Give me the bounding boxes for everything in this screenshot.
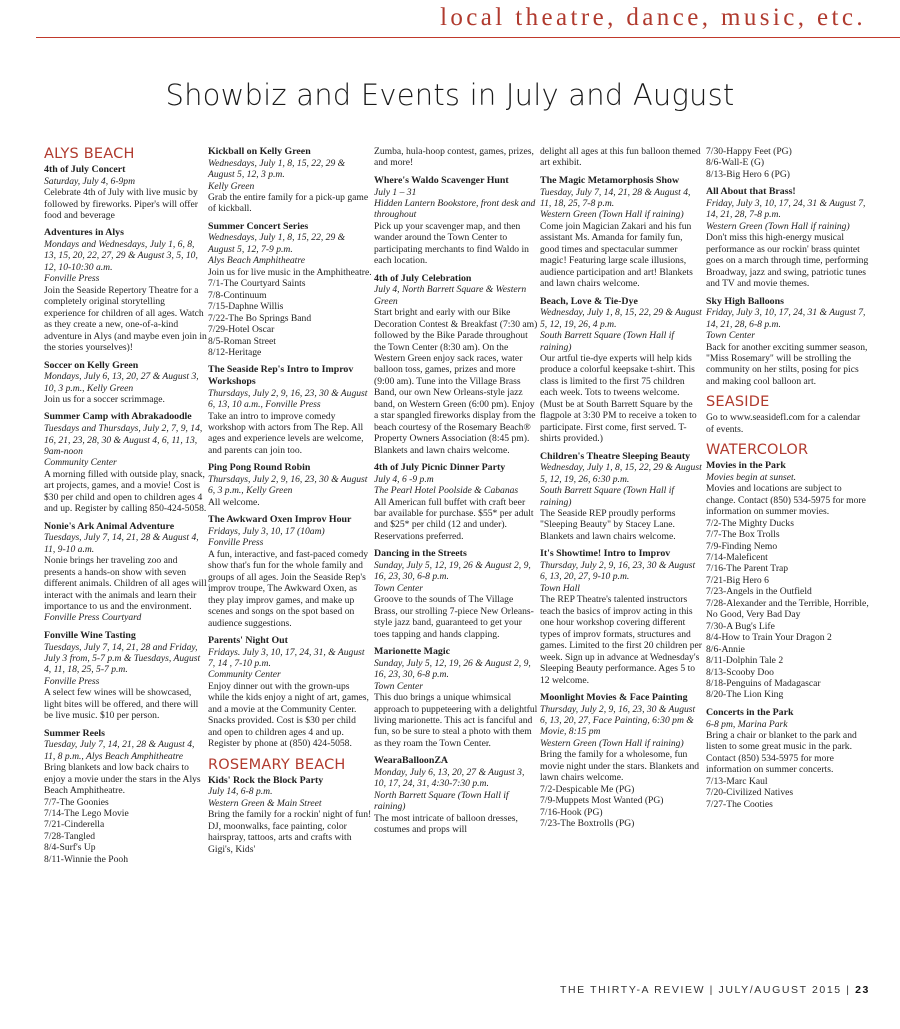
event-listing	[208, 364, 372, 456]
event-title: Adventures in Alys	[44, 227, 124, 239]
event-title: Summer Reels	[44, 727, 105, 739]
schedule-line: 7/30-Happy Feet (PG)	[706, 146, 792, 157]
event-listing	[374, 462, 538, 542]
event-description: Join the Seaside Repertory Theatre for a completely original storytelling experience for children of all ages. Watch as they create a new, one-of-a-kind adventure in Alys (and maybe even join in the stories yourselves)!	[44, 284, 207, 354]
event-title: 4th of July Picnic Dinner Party	[374, 462, 506, 474]
event-venue: The Pearl Hotel Poolside & Cabanas	[374, 485, 519, 497]
event-title: Movies in the Park	[706, 460, 786, 472]
event-venue: Fonville Press	[44, 273, 100, 285]
event-dates: Wednesday, July 1, 8, 15, 22, 29 & August 5, 12, 19, 26, 6:30 p.m.	[540, 462, 702, 485]
event-dates: Tuesdays, July 7, 14, 21, 28 & August 4, 11, 9-10 a.m.	[44, 532, 199, 555]
page-title: Showbiz and Events in July and August	[165, 78, 735, 112]
schedule-line: 7/28-Alexander and the Terrible, Horrible, No Good, Very Bad Day	[706, 597, 869, 621]
event-description: The most intricate of balloon dresses, costumes and props will	[374, 812, 518, 836]
event-title: Children's Theatre Sleeping Beauty	[540, 450, 691, 462]
schedule-line: 7/27-The Cooties	[706, 798, 773, 810]
event-venue: Town Hall	[540, 582, 580, 594]
event-listing	[208, 462, 372, 508]
event-listing	[208, 146, 372, 215]
event-listing	[374, 646, 538, 749]
event-description: Enjoy dinner out with the grown-ups while the kids enjoy a night of art, games, and a movie at the Community Center. Snacks provided. Cost is $30 per child and open to children ages 4 and up. Register by phone at (850) 424-5058.	[208, 680, 369, 750]
event-title: Marionette Magic	[374, 646, 450, 658]
schedule-line: 7/21-Cinderella	[44, 819, 105, 831]
column-5	[706, 146, 870, 816]
event-description: Come join Magician Zakari and his fun assistant Ms. Amanda for family fun, good times and spectacular summer magic! Featuring large scale illusions, audience participation and art! Blankets and lawn chairs welcome.	[540, 220, 693, 290]
event-venue: Community Center	[208, 669, 281, 681]
event-dates: Monday, July 6, 13, 20, 27 & August 3, 10, 17, 24, 31, 4:30-7:30 p.m.	[374, 766, 525, 790]
schedule-line: 7/8-Continuum	[208, 289, 267, 301]
schedule-line: 7/21-Big Hero 6	[706, 574, 769, 586]
event-title: Sky High Balloons	[706, 295, 784, 307]
event-listing	[208, 221, 372, 359]
event-dates: Tuesday, July 7, 14, 21, 28 & August 4, 11, 18, 25, 7-8 p.m.	[540, 186, 691, 209]
event-dates: Sunday, July 5, 12, 19, 26 & August 2, 9, 16, 23, 30, 6-8 p.m.	[374, 559, 531, 583]
event-listing	[44, 630, 208, 722]
schedule-line: 7/23-The Boxtrolls (PG)	[540, 818, 635, 830]
event-listing	[44, 164, 208, 221]
section-heading: ALYS BEACH	[44, 146, 135, 162]
event-title: The Awkward Oxen Improv Hour	[208, 514, 352, 526]
event-title: Where's Waldo Scavenger Hunt	[374, 174, 509, 186]
schedule-line: 7/9-Finding Nemo	[706, 540, 778, 552]
schedule-line: 7/20-Civilized Natives	[706, 787, 794, 799]
event-dates: Saturday, July 4, 6-9pm	[44, 175, 136, 187]
schedule-line: 7/16-Hook (PG)	[540, 806, 603, 818]
event-dates: July 14, 6-8 p.m.	[208, 786, 273, 798]
event-listing	[44, 360, 208, 406]
event-venue: Town Center	[706, 330, 755, 342]
schedule-line: 8/4-How to Train Your Dragon 2	[706, 632, 832, 644]
event-venue: Fonville Press	[44, 675, 100, 687]
event-description: Bring blankets and low back chairs to enjoy a movie under the stars in the Alys Beach Amphitheatre.	[44, 762, 201, 797]
event-description: Join us for a soccer scrimmage.	[44, 394, 165, 406]
event-listing	[208, 635, 372, 750]
event-description: A select few wines will be showcased, light bites will be offered, and there will be live music. $10 per person.	[44, 687, 199, 722]
event-description: This duo brings a unique whimsical approach to puppeteering with a delightful living marionette. This act is fanciful and fun, so be sure to steal a photo with them as they roam the Town Center.	[374, 692, 538, 749]
event-description: Pick up your scavenger map, and then wander around the Town Center to participating merchants to find Waldo in each location.	[374, 220, 529, 267]
event-venue: Kelly Green	[208, 180, 255, 192]
event-description: A morning filled with outside play, snack, art projects, games, and a movie! Cost is $30 per child and open to children ages 4 and up. Register by calling 850-424-5058.	[44, 468, 207, 515]
event-description: Start bright and early with our Bike Decoration Contest & Breakfast (7:30 am) followed by the Bike Parade throughout the Town Center (8:30 am). On the Western Green enjoy sack races, water balloon toss, games, prizes and more (9:00 am). Tune into the Village Brass Band, our own New Orleans-style jazz band, on Western Green (6:00 pm). Enjoy a star spangled fireworks display from the beach courtesy of the Rosemary Beach® Property Owners Association (8:45 pm). Blankets and lawn chairs welcome.	[374, 307, 538, 456]
schedule-line: 8/12-Heritage	[208, 346, 262, 358]
event-description: Bring the family for a rockin' night of fun! DJ, moonwalks, face painting, color hairspray, tattoos, arts and crafts with Gigi's, Kids'	[208, 809, 372, 855]
event-venue: Town Center	[374, 582, 423, 594]
event-dates: Tuesday, July 7, 14, 21, 28 & August 4, 11, 8 p.m., Alys Beach Amphitheatre	[44, 739, 195, 762]
event-listing	[208, 514, 372, 629]
event-listing	[540, 175, 704, 290]
event-description: delight all ages at this fun balloon themed art exhibit.	[540, 146, 701, 169]
schedule-line: 8/4-Surf's Up	[44, 842, 96, 854]
event-title: Dancing in the Streets	[374, 548, 467, 560]
event-description: Take an intro to improve comedy workshop with actors from The Rep. All ages and experience levels are welcome, and parents can join too.	[208, 410, 364, 456]
schedule-line: 8/11-Winnie the Pooh	[44, 853, 128, 865]
event-listing	[706, 186, 870, 289]
event-listing	[706, 296, 870, 388]
event-listing	[374, 755, 538, 835]
event-venue: North Barrett Square (Town Hall if raining)	[374, 789, 509, 813]
section-heading: WATERCOLOR	[706, 442, 809, 459]
event-title: Nonie's Ark Animal Adventure	[44, 520, 175, 532]
event-listing	[44, 227, 208, 353]
event-dates: Tuesdays, July 7, 14, 21, 28 and Friday, July 3 from, 5-7 p.m & Tuesdays, August 4, 11, 18, 25, 5-7 p.m.	[44, 641, 201, 676]
event-venue: Community Center	[44, 457, 117, 469]
schedule-line: 8/13-Scooby Doo	[706, 666, 774, 678]
event-title: Concerts in the Park	[706, 706, 794, 718]
event-dates: Friday, July 3, 10, 17, 24, 31 & August 7, 14, 21, 28, 7-8 p.m.	[706, 197, 866, 221]
event-description: Join us for live music in the Amphitheatre.	[208, 266, 372, 278]
event-title: Fonville Wine Tasting	[44, 629, 136, 641]
schedule-line: 7/30-A Bug's Life	[706, 620, 775, 632]
event-venue: Fonville Press Courtyard	[44, 612, 142, 624]
event-dates: Mondays and Wednesdays, July 1, 6, 8, 13, 15, 20, 22, 27, 29 & August 3, 5, 10, 12, 10-10:30 a.m.	[44, 239, 198, 273]
event-dates: 6-8 pm, Marina Park	[706, 718, 788, 730]
event-description: Movies and locations are subject to change. Contact (850) 534-5975 for more information on summer movies.	[706, 483, 866, 518]
event-dates: Mondays, July 6, 13, 20, 27 & August 3, 10, 3 p.m., Kelly Green	[44, 371, 199, 394]
header-rule	[36, 37, 900, 38]
event-listing	[706, 146, 870, 180]
event-listing	[208, 775, 372, 855]
column-2	[208, 146, 372, 861]
event-venue: Alys Beach Amphitheatre	[208, 255, 305, 267]
event-title: All About that Brass!	[706, 186, 796, 198]
event-venue: Fonville Press	[208, 537, 264, 549]
event-listing	[44, 521, 208, 624]
event-description: A fun, interactive, and fast-paced comedy show that's fun for the whole family and groups of all ages. Join the Seaside Rep's improv troupe, The Awkward Oxen, as they play improv games, and make up scenes and songs on the spot based on audience suggestions.	[208, 548, 369, 629]
event-dates: Fridays, July 3, 10, 17 (10am)	[208, 525, 325, 537]
event-description: Don't miss this high-energy musical performance as our rockin' brass quintet goes on a march through time, performing Broadway, jazz and swing, patriotic tunes and TV and movie themes.	[706, 232, 869, 290]
event-listing	[540, 451, 704, 543]
schedule-line: 7/22-The Bo Springs Band	[208, 312, 312, 324]
event-listing	[540, 146, 704, 169]
event-venue: Hidden Lantern Bookstore, front desk and throughout	[374, 197, 536, 221]
schedule-line: 7/2-The Mighty Ducks	[706, 517, 794, 529]
event-listing	[540, 548, 704, 686]
event-description: The Seaside REP proudly performs "Sleeping Beauty" by Stacey Lane. Blankets and lawn chairs welcome.	[540, 508, 676, 542]
event-listing	[706, 460, 870, 701]
event-title: Ping Pong Round Robin	[208, 462, 311, 474]
event-listing	[540, 296, 704, 445]
schedule-line: 8/13-Big Hero 6 (PG)	[706, 168, 790, 180]
event-dates: Fridays. July 3, 10, 17, 24, 31, & August 7, 14 , 7-10 p.m.	[208, 646, 365, 670]
event-description: Bring the family for a wholesome, fun movie night under the stars. Blankets and lawn chairs welcome.	[540, 749, 700, 784]
event-title: Summer Concert Series	[208, 220, 309, 232]
event-title: 4th of July Celebration	[374, 272, 472, 284]
event-dates: Thursday, July 2, 9, 16, 23, 30 & August 6, 13, 20, 27, 9-10 p.m.	[540, 559, 696, 583]
event-dates: Wednesdays, July 1, 8, 15, 22, 29 & August 5, 12, 7-9 p.m.	[208, 232, 346, 255]
event-listing	[374, 548, 538, 640]
schedule-line: 7/2-Despicable Me (PG)	[540, 783, 635, 795]
event-venue: Western Green (Town Hall if raining)	[540, 737, 684, 749]
event-dates: Wednesdays, July 1, 8, 15, 22, 29 & August 5, 12, 3 p.m.	[208, 157, 346, 181]
event-dates: Sunday, July 5, 12, 19, 26 & August 2, 9, 16, 23, 30, 6-8 p.m.	[374, 657, 531, 681]
publication-line: THE THIRTY-A REVIEW | JULY/AUGUST 2015 |	[559, 984, 851, 996]
event-dates: Thursdays, July 2, 9, 16, 23, 30 & August 6, 3 p.m., Kelly Green	[208, 473, 368, 497]
event-description: Grab the entire family for a pick-up game of kickball.	[208, 191, 369, 215]
event-description: Celebrate 4th of July with live music by followed by fireworks. Piper's will offer food and beverage	[44, 187, 198, 221]
event-title: Kids' Rock the Block Party	[208, 774, 324, 786]
event-listing	[374, 175, 538, 267]
schedule-line: 7/23-Angels in the Outfield	[706, 586, 812, 598]
event-description: All American full buffet with craft beer bar available for purchase. $55* per adult and $25* per child (12 and under). Reservations preferred.	[374, 496, 534, 542]
schedule-line: 7/7-The Box Trolls	[706, 529, 780, 541]
event-title: Parents' Night Out	[208, 634, 288, 646]
event-title: Kickball on Kelly Green	[208, 146, 311, 157]
column-4	[540, 146, 704, 836]
event-listing	[44, 411, 208, 514]
event-title: Soccer on Kelly Green	[44, 359, 139, 371]
schedule-line: 7/14-Maleficent	[706, 552, 768, 564]
schedule-line: 7/1-The Courtyard Saints	[208, 278, 306, 290]
schedule-line: 8/11-Dolphin Tale 2	[706, 655, 784, 667]
event-dates: Friday, July 3, 10, 17, 24, 31 & August 7, 14, 21, 28, 6-8 p.m.	[706, 307, 866, 330]
event-description: Go to www.seasidefl.com for a calendar of events.	[706, 412, 861, 435]
event-title: The Seaside Rep's Intro to Improv Workshops	[208, 364, 354, 388]
event-dates: Thursday, July 2, 9, 16, 23, 30 & August 6, 13, 20, 27, Face Painting, 6:30 pm & Movie, 8:15 pm	[540, 703, 696, 738]
event-description: All welcome.	[208, 496, 260, 508]
schedule-line: 8/6-Wall-E (G)	[706, 157, 765, 169]
schedule-line: 7/14-The Lego Movie	[44, 808, 129, 819]
schedule-line: 7/16-The Parent Trap	[706, 563, 789, 575]
event-description: Our artful tie-dye experts will help kids produce a colorful keepsake t-shirt. This class is limited to the first 75 children each week. Tots to tweens welcome. (Must be at South Barrett Square by the flagpole at 3:30 PM to receive a token to participate. First come, first served. T-shirts provided.)	[540, 352, 697, 445]
event-venue: Western Green (Town Hall if raining)	[706, 220, 850, 232]
section-heading: ROSEMARY BEACH	[208, 756, 346, 773]
schedule-line: 8/5-Roman Street	[208, 335, 276, 347]
event-venue: Town Center	[374, 680, 423, 692]
event-venue: Western Green (Town Hall if raining)	[540, 209, 684, 221]
page-number: 23	[855, 984, 870, 996]
event-venue: Western Green & Main Street	[208, 797, 322, 809]
event-listing	[374, 146, 538, 169]
section-heading: SEASIDE	[706, 394, 770, 411]
event-listing	[374, 273, 538, 456]
event-title: It's Showtime! Intro to Improv	[540, 548, 671, 560]
event-title: WearaBalloonZA	[374, 755, 449, 767]
event-description: The REP Theatre's talented instructors teach the basics of improv acting in this one hour workshop covering different types of improv formats, structures and games. Limited to the first 20 children per week. Sign up in advance at Wednesday's Sleeping Beauty performance. Ages 5 to 12 welcome.	[540, 594, 702, 686]
event-title: Moonlight Movies & Face Painting	[540, 691, 688, 703]
schedule-line: 8/6-Annie	[706, 643, 745, 655]
event-description: Nonie brings her traveling zoo and presents a hands-on show with seven different animals. Children of all ages will interact with the animals and learn their importance to us and the environment.	[44, 555, 207, 613]
event-dates: Thursdays, July 2, 9, 16, 23, 30 & August 6, 13, 10 a.m., Fonville Press	[208, 387, 368, 411]
event-title: The Magic Metamorphosis Show	[540, 174, 680, 186]
event-description: Bring a chair or blanket to the park and listen to some great music in the park. Contact (850) 534-5975 for more information on summer concerts.	[706, 729, 857, 776]
schedule-line: 7/15-Daphne Willis	[208, 301, 284, 313]
event-title: Summer Camp with Abrakadoodle	[44, 411, 192, 423]
schedule-line: 8/20-The Lion King	[706, 689, 784, 701]
event-dates: July 4, 6 -9 p.m	[374, 473, 434, 485]
event-venue: South Barrett Square (Town Hall if raining)	[540, 330, 675, 353]
event-listing	[706, 412, 870, 435]
page-footer	[560, 984, 870, 996]
schedule-line: 7/29-Hotel Oscar	[208, 324, 275, 336]
event-listing	[706, 707, 870, 810]
schedule-line: 7/28-Tangled	[44, 830, 96, 842]
event-dates: Tuesdays and Thursdays, July 2, 7, 9, 14, 16, 21, 23, 28, 30 & August 4, 6, 11, 13, 9am-noon	[44, 423, 203, 457]
event-description: Groove to the sounds of The Village Brass, our strolling 7-piece New Orleans-style jazz band, guaranteed to get your toes tapping and hands clapping.	[374, 594, 534, 640]
schedule-line: 7/13-Marc Kaul	[706, 775, 768, 787]
event-description: Zumba, hula-hoop contest, games, prizes, and more!	[374, 146, 534, 169]
schedule-line: 7/9-Muppets Most Wanted (PG)	[540, 795, 664, 807]
event-dates: July 1 – 31	[374, 186, 417, 198]
event-title: Beach, Love & Tie-Dye	[540, 295, 638, 307]
column-3	[374, 146, 538, 842]
event-title: 4th of July Concert	[44, 164, 126, 175]
event-dates: July 4, North Barrett Square & Western Green	[374, 284, 527, 307]
event-dates: Movies begin at sunset.	[706, 471, 797, 483]
event-listing	[44, 728, 208, 866]
column-1	[44, 146, 208, 871]
event-description: Back for another exciting summer season, "Miss Rosemary" will be strolling the community on her stilts, posing for pics and making cool balloon art.	[706, 341, 868, 387]
schedule-line: 8/18-Penguins of Madagascar	[706, 678, 821, 689]
section-kicker: local theatre, dance, music, etc.	[440, 4, 866, 31]
event-listing	[540, 692, 704, 830]
event-venue: South Barrett Square (Town Hall if raining)	[540, 485, 675, 508]
schedule-line: 7/7-The Goonies	[44, 796, 109, 808]
event-dates: Wednesday, July 1, 8, 15, 22, 29 & August 5, 12, 19, 26, 4 p.m.	[540, 307, 702, 330]
